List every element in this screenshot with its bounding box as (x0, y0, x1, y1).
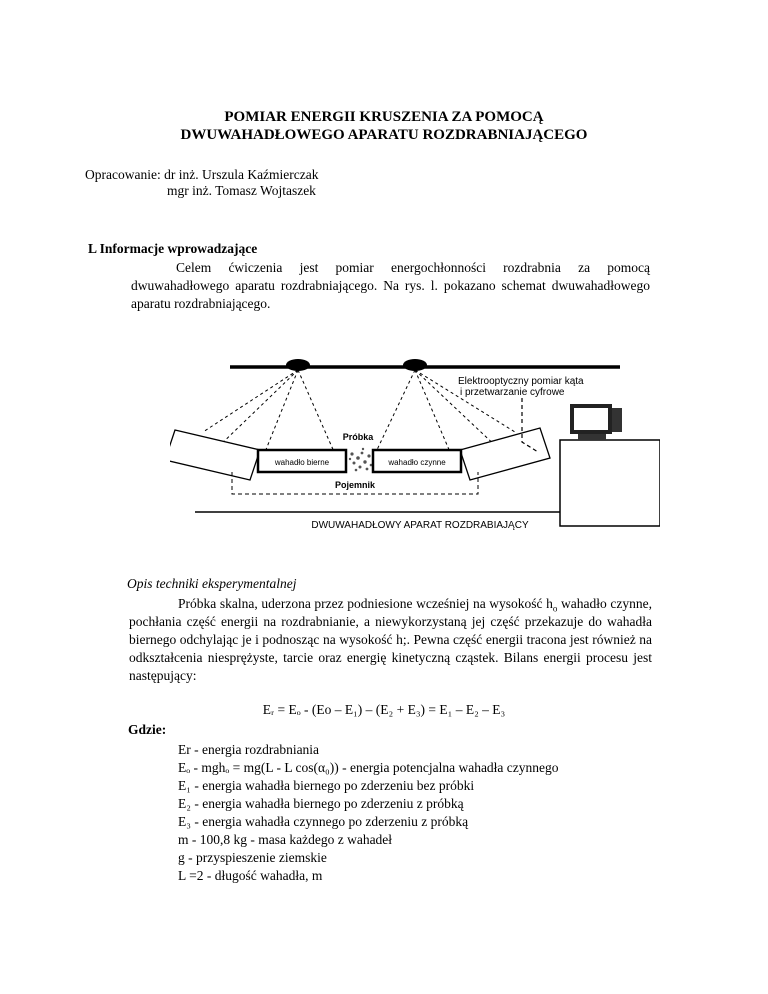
pivot-active (403, 359, 427, 371)
sample-particles (349, 448, 373, 472)
passive-pendulum-raised (170, 430, 260, 480)
section-heading-introduction: L Informacje wprowadzające (88, 241, 258, 256)
figure-caption: DWUWAHADŁOWY APARAT ROZDRABIAJĄCY (311, 520, 529, 531)
page-title-line-2: DWUWAHADŁOWEGO APARATU ROZDRABNIAJĄCEGO (180, 127, 588, 143)
definition-item: Er - energia rozdrabniania (178, 742, 320, 757)
pivot-passive (286, 359, 310, 371)
label-passive-pendulum: wahadło bierne (274, 458, 330, 467)
definition-item: Eₒ - mghₒ = mg(L - L cos(α₀)) - energia potencjalna wahadła czynnego (178, 760, 559, 775)
label-sensor-line-2: i przetwarzanie cyfrowe (460, 387, 565, 398)
definitions-heading: Gdzie: (128, 722, 167, 737)
experimental-line-5: następujący: (129, 668, 197, 683)
experimental-line-3: biernego odchylając je i podnosząc na wysokość h;. Pewna część energii tracona jest również na (129, 632, 652, 647)
definition-item: g - przyspieszenie ziemskie (178, 850, 327, 865)
intro-paragraph-line-3: aparatu rozdrabniającego. (131, 296, 271, 311)
apparatus-diagram (170, 332, 660, 537)
label-container: Pojemnik (334, 480, 376, 490)
active-pendulum-raised (460, 428, 550, 480)
computer-monitor (570, 404, 622, 440)
label-sensor-line-1: Elektrooptyczny pomiar kąta (458, 376, 584, 387)
experimental-line-2: pochłania część energii na rozdrabnianie, a niewykorzystaną jej część przekazuje do wahadła (129, 614, 652, 629)
energy-balance-formula: Eᵣ = Eₒ - (Eo – E₁) – (E₂ + E₃) = E₁ – E₂ – E₃ (262, 702, 506, 717)
label-sample: Próbka (342, 432, 374, 442)
intro-paragraph-line-2: dwuwahadłowego aparatu rozdrabniającego. Na rys. l. pokazano schemat dwuwahadłowego (131, 278, 650, 293)
page-title-line-1: POMIAR ENERGII KRUSZENIA ZA POMOCĄ (224, 109, 544, 125)
experimental-line-1: Próbka skalna, uderzona przez podniesione wcześniej na wysokość $h_o$ wahadło czynne, (178, 596, 652, 614)
definition-item: E₁ - energia wahadła biernego po zderzeniu bez próbki (178, 778, 475, 793)
computer-cabinet (560, 440, 660, 526)
label-active-pendulum: wahadło czynne (388, 458, 446, 467)
intro-paragraph-line-1: Celem ćwiczenia jest pomiar energochłonności rozdrabnia za pomocą (176, 260, 650, 275)
definition-item: E₂ - energia wahadła biernego po zderzeniu z próbką (178, 796, 464, 811)
definition-item: L =2 - długość wahadła, m (178, 868, 323, 883)
authors-label: Opracowanie: (85, 167, 161, 182)
section-heading-experimental: Opis techniki eksperymentalnej (127, 576, 297, 591)
experimental-line-4: odkształcenia niesprężyste, tarcie oraz energię kinetyczną cząstek. Bilans energii procesu jest (129, 650, 652, 665)
authors-line-1 (85, 166, 319, 183)
author-1: dr inż. Urszula Kaźmierczak (164, 167, 319, 182)
author-2: mgr inż. Tomasz Wojtaszek (167, 183, 316, 198)
definition-item: E₃ - energia wahadła czynnego po zderzeniu z próbką (178, 814, 469, 829)
definition-item: m - 100,8 kg - masa każdego z wahadeł (178, 832, 393, 847)
